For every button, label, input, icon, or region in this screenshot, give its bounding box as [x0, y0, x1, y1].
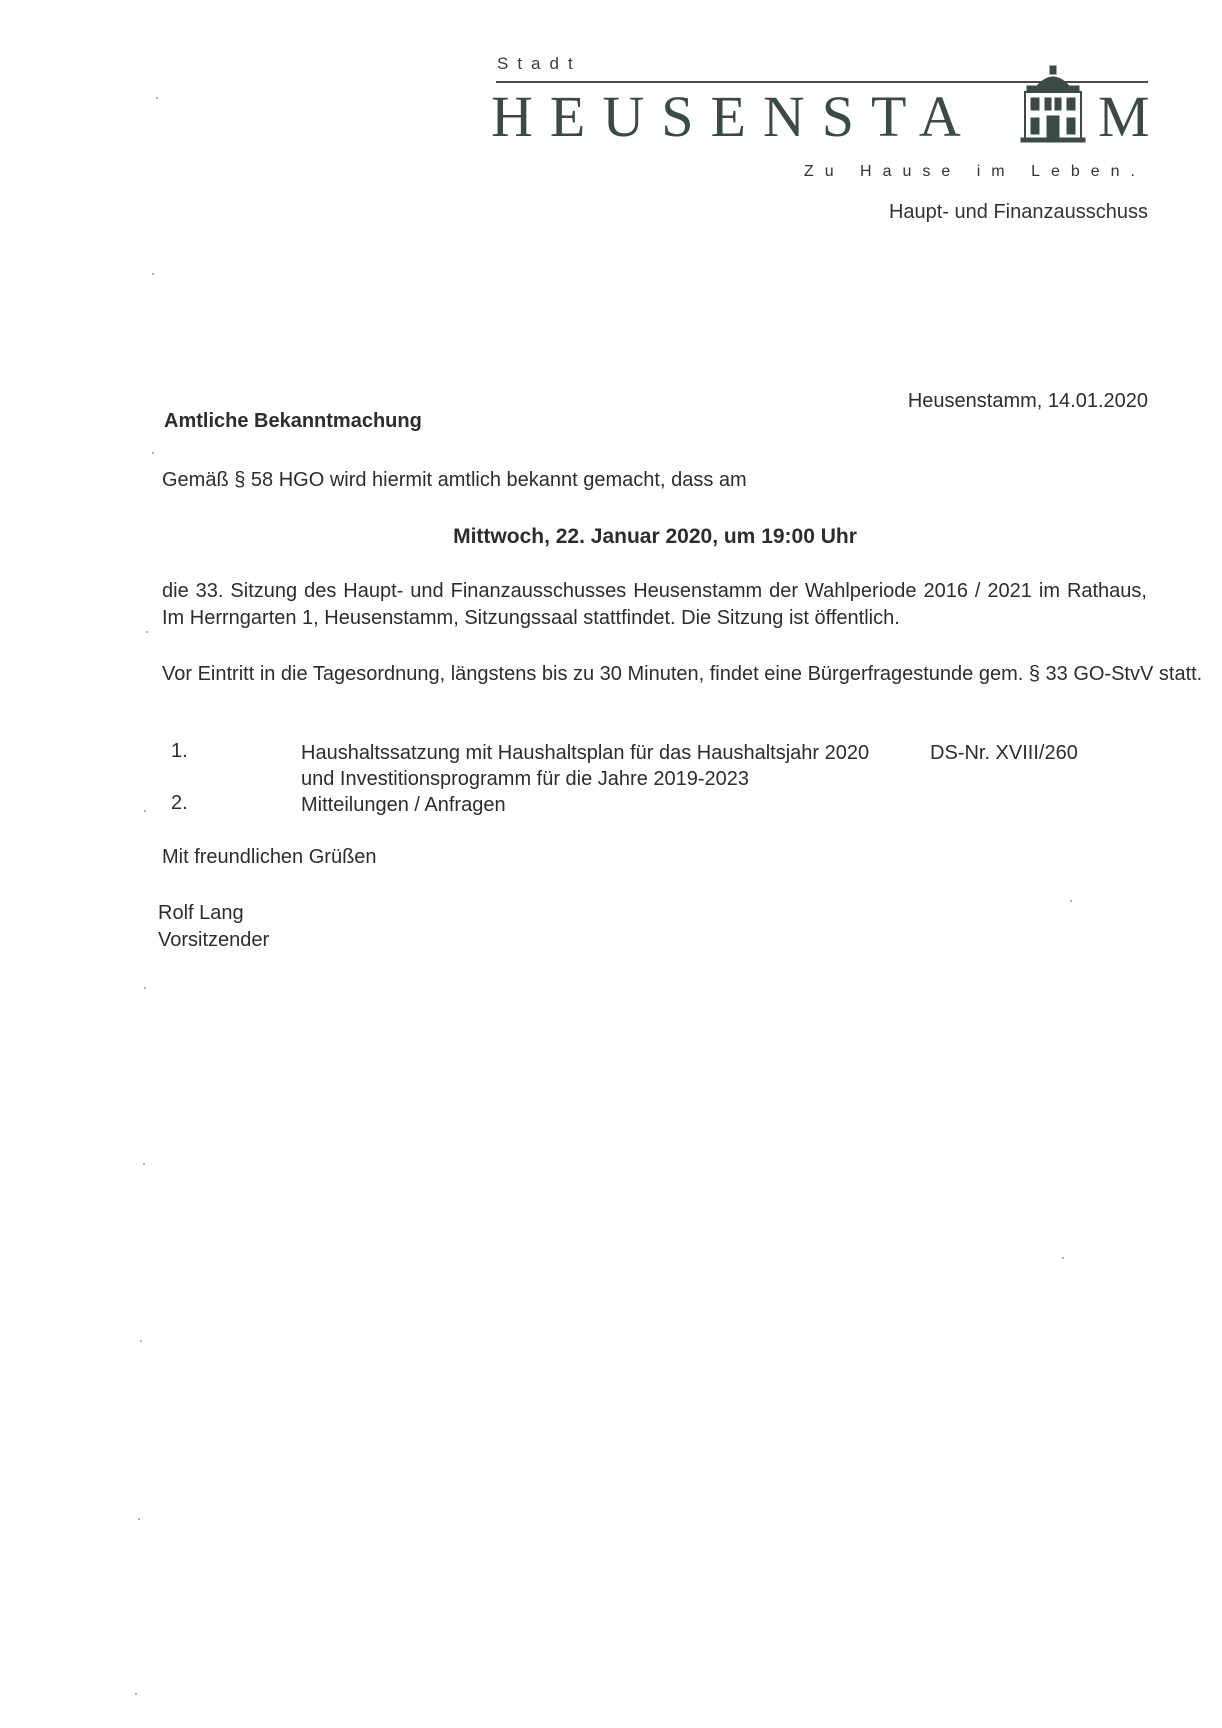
- scan-speck: [146, 631, 148, 633]
- citizen-question-paragraph: Vor Eintritt in die Tagesordnung, längstens bis zu 30 Minuten, findet eine Bürgerfragestunde gem. § 33 GO-StvV statt.: [162, 663, 1203, 685]
- scan-speck: [152, 452, 154, 454]
- letterhead-stadt: Stadt: [497, 54, 582, 73]
- scan-speck: [138, 1518, 140, 1520]
- closing-greeting: Mit freundlichen Grüßen: [162, 846, 377, 868]
- scan-speck: [140, 1340, 142, 1342]
- scan-speck: [1070, 900, 1072, 902]
- meeting-datetime: Mittwoch, 22. Januar 2020, um 19:00 Uhr: [453, 525, 857, 548]
- agenda-item-title: Haushaltssatzung mit Haushaltsplan für das Haushaltsjahr 2020 und Investitionsprogramm für die Jahre 2019-2023: [301, 742, 870, 790]
- document-heading: Amtliche Bekanntmachung: [164, 410, 422, 432]
- scan-speck: [143, 1163, 145, 1165]
- scan-speck: [156, 97, 158, 99]
- scan-speck: [144, 987, 146, 989]
- letterhead-department: Haupt- und Finanzausschuss: [888, 201, 1148, 223]
- scan-speck: [144, 810, 146, 812]
- scan-speck: [152, 273, 154, 275]
- meeting-paragraph: die 33. Sitzung des Haupt- und Finanzausschusses Heusenstamm der Wahlperiode 2016 / 2021 im Rathaus, Im Herrngarten 1, Heusenstamm, Sitzungssaal stattfindet. Die Sitzung ist öffentlich.: [162, 580, 1147, 629]
- signatory-name: Rolf Lang: [158, 902, 244, 924]
- scan-speck: [1062, 1257, 1064, 1259]
- scan-speck: [135, 1693, 137, 1695]
- castle-logo-icon: [1017, 64, 1089, 144]
- intro-text: Gemäß § 58 HGO wird hiermit amtlich bekannt gemacht, dass am: [162, 469, 747, 491]
- agenda-item-title: Mitteilungen / Anfragen: [301, 794, 506, 816]
- signatory-role: Vorsitzender: [158, 929, 270, 951]
- agenda-item-number: 2.: [171, 792, 188, 814]
- place-date: Heusenstamm, 14.01.2020: [907, 390, 1148, 412]
- agenda-item-reference: DS-Nr. XVIII/260: [930, 742, 1078, 764]
- letterhead-city-name-end: M: [1098, 84, 1150, 149]
- letterhead-city-name: HEUSENSTA: [491, 84, 978, 149]
- letterhead-tagline: Zu Hause im Leben.: [803, 163, 1146, 180]
- agenda-item-number: 1.: [171, 740, 188, 762]
